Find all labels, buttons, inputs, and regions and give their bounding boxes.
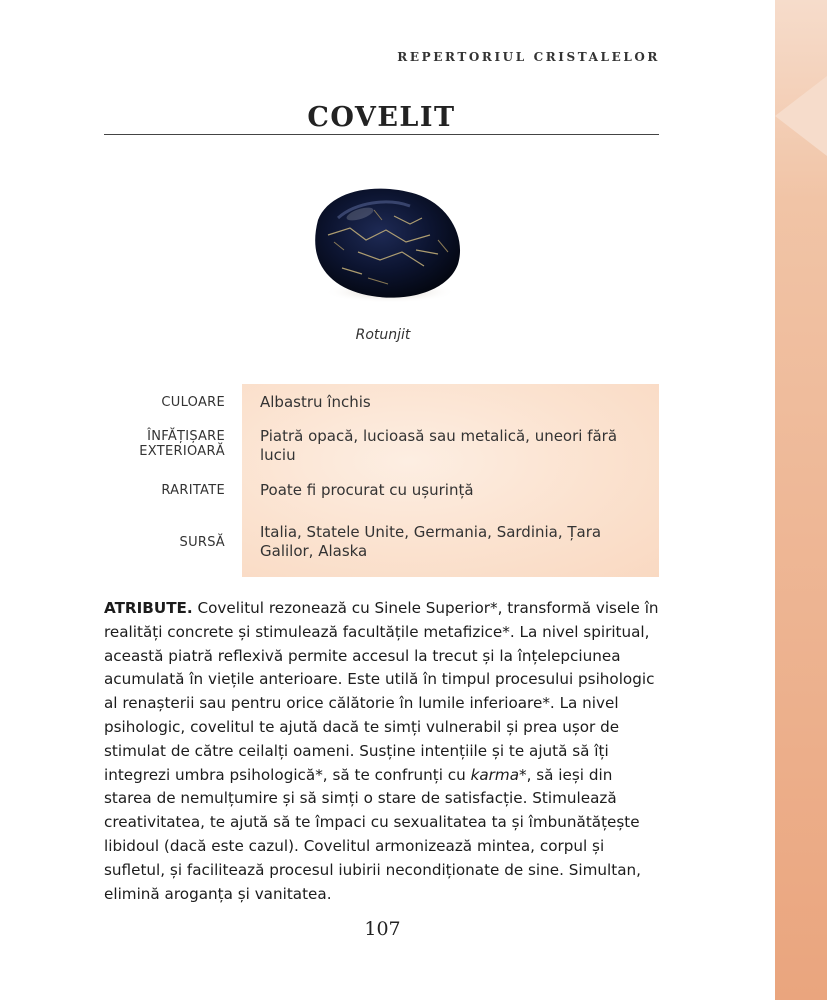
property-value-source: Italia, Statele Unite, Germania, Sardinia, Țara Galilor, Alaska [260, 523, 602, 560]
chapter-tab-arrow-icon [775, 76, 827, 156]
property-value-rarity: Poate fi procurat cu ușurință [260, 481, 474, 499]
running-head: REPERTORIUL CRISTALELOR [397, 50, 660, 64]
attributes-paragraph [104, 597, 664, 906]
polished-stone-icon [298, 180, 468, 305]
property-value-appearance: Piatră opacă, lucioasă sau metalică, uneori fără luciu [260, 427, 618, 464]
property-label-color: CULOARE [161, 395, 225, 410]
attributes-heading: ATRIBUTE. [104, 599, 193, 617]
property-label-rarity: RARITATE [161, 483, 225, 498]
karma-term: karma [470, 765, 520, 784]
attributes-text-part-1: Covelitul rezonează cu Sinele Superior*, transformă visele în realități concrete și stimulează facultățile metafizice*. La nivel spiritual, această piatră reflexivă permite accesul la trecut și la înțelepciunea acumulată în viețile anterioare. Este utilă în timpul procesului psihologic al renașterii sau pentru orice călătorie în lumile inferioare*. La nivel psihologic, covelitul te ajută dacă te simți vulnerabil și prea ușor de stimulat de către ceilalți oameni. Susține intențiile și te ajută să îți integrezi umbra psihologică*, să te confrunți cu [104, 599, 659, 784]
page-title: COVELIT [307, 102, 456, 133]
title-divider [104, 134, 659, 135]
property-label-source: SURSĂ [179, 535, 225, 550]
image-caption: Rotunjit [355, 327, 411, 343]
property-value-color: Albastru închis [260, 393, 371, 411]
page-number: 107 [364, 918, 401, 940]
property-label-appearance: ÎNFĂȚIȘARE EXTERIOARĂ [139, 429, 225, 459]
attributes-text-part-2: *, să ieși din starea de nemulțumire și să simți o stare de satisfacție. Stimulează creativitatea, te ajută să te împaci cu sexualitatea ta și îmbunătățește libidoul (dacă este cazul). Covelitul armonizează mintea, corpul și sufletul, și facilitează procesul iubirii necondiționate de sine. Simultan, elimină aroganța și vanitatea. [104, 765, 641, 903]
